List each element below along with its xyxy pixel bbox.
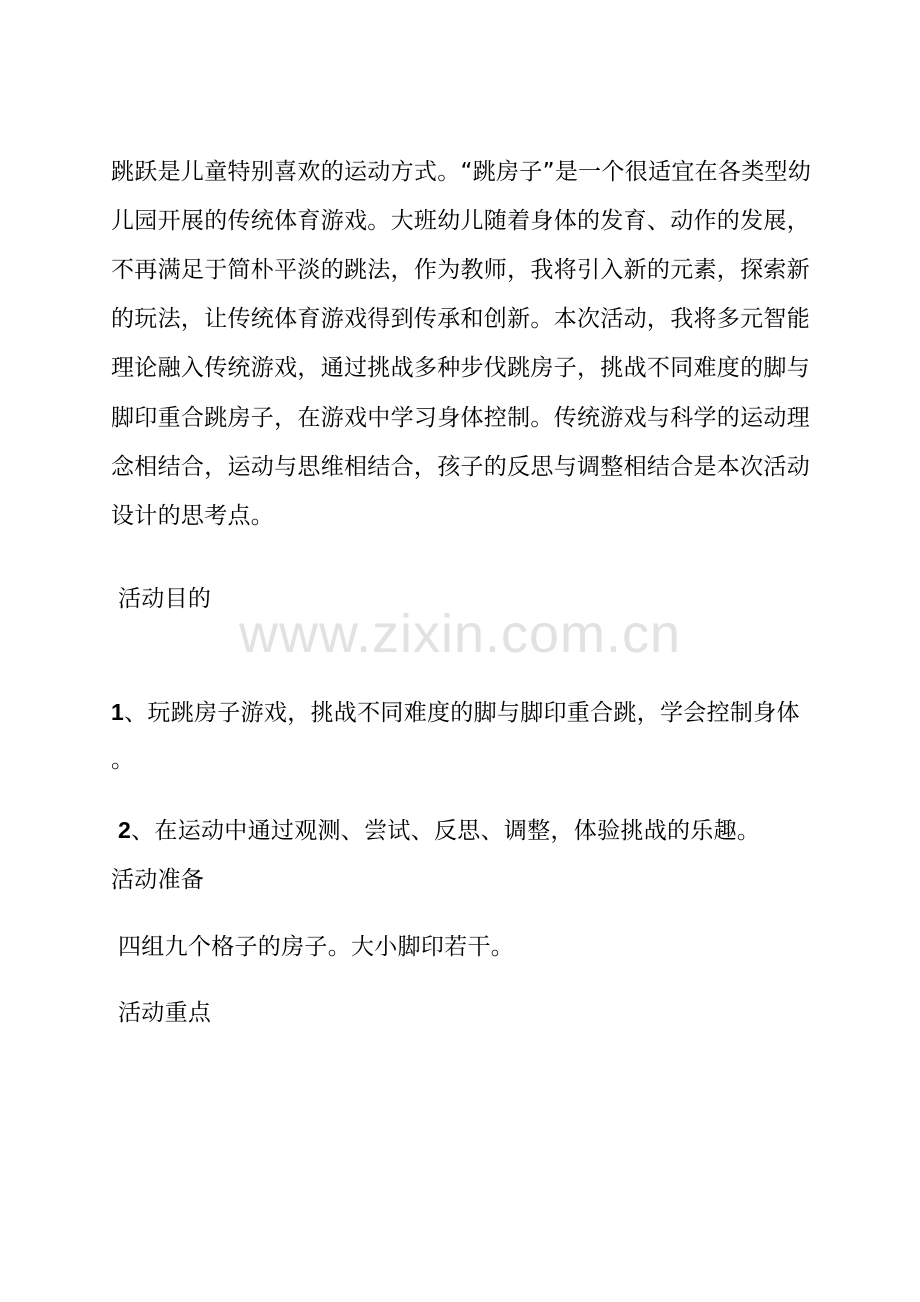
intro-line-1: 跳跃是儿童特别喜欢的运动方式。“跳房子”是一个很适宜在各类型幼: [111, 159, 812, 185]
goal-item-2-text: 、在运动中通过观测、尝试、反思、调整，体验挑战的乐趣。: [131, 818, 761, 844]
prep-heading: 活动准备: [111, 867, 205, 893]
goals-heading: 活动目的: [118, 586, 212, 612]
intro-line-2: 儿园开展的传统体育游戏。大班幼儿随着身体的发育、动作的发展，: [111, 208, 810, 234]
goal-item-1-number: 1: [111, 699, 125, 725]
goal-item-1-text: 、玩跳房子游戏，挑战不同难度的脚与脚印重合跳，学会控制身体: [124, 700, 800, 726]
goal-item-1-continuation: 。: [111, 747, 135, 773]
intro-line-3: 不再满足于简朴平淡的跳法，作为教师，我将引入新的元素，探索新: [111, 257, 810, 283]
goal-item-1: [111, 697, 800, 728]
intro-line-8: 设计的思考点。: [111, 503, 275, 529]
goal-item-2-number: 2: [118, 817, 132, 843]
intro-line-5: 理论融入传统游戏，通过挑战多种步伐跳房子，挑战不同难度的脚与: [111, 355, 810, 381]
intro-line-7: 念相结合，运动与思维相结合，孩子的反思与调整相结合是本次活动: [111, 454, 810, 480]
goal-item-2: [118, 815, 760, 846]
intro-line-6: 脚印重合跳房子，在游戏中学习身体控制。传统游戏与科学的运动理: [111, 405, 810, 431]
watermark: www.zixin.com.cn: [238, 604, 682, 664]
intro-line-4: 的玩法，让传统体育游戏得到传承和创新。本次活动，我将多元智能: [111, 306, 810, 332]
focus-heading: 活动重点: [118, 1000, 212, 1026]
prep-text: 四组九个格子的房子。大小脚印若干。: [118, 934, 515, 960]
